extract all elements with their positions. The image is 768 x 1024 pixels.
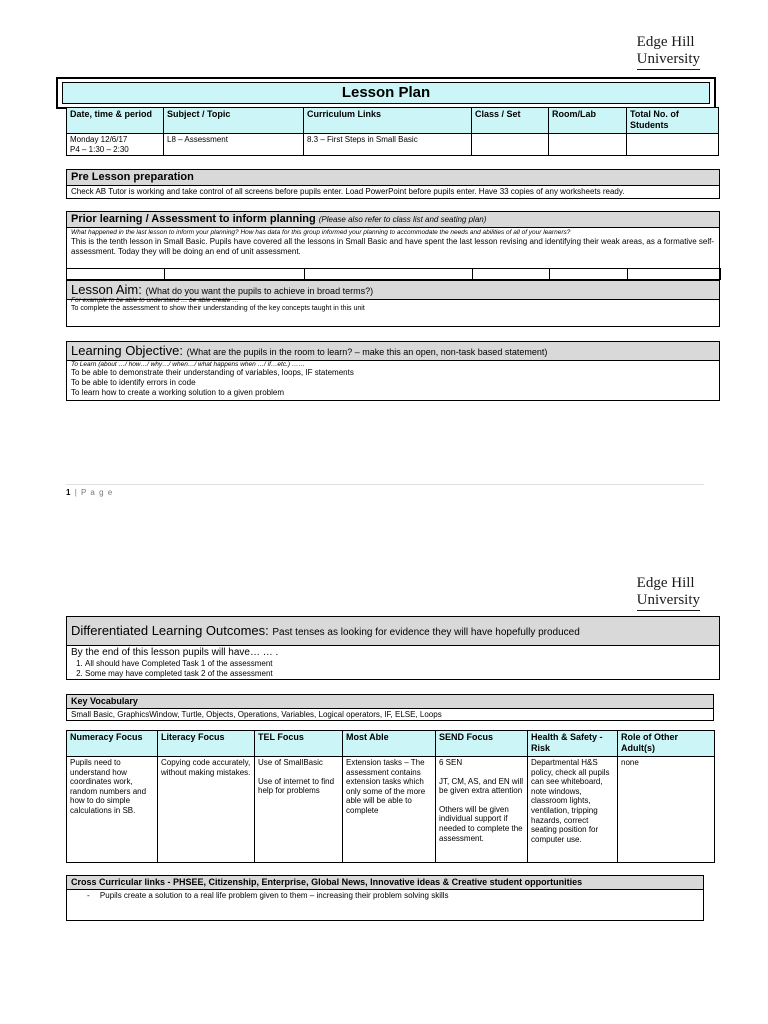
cell-send: [436, 757, 528, 863]
cell-numeracy: Pupils need to understand how coordinates work, random numbers and how to do simple calculations in SB.: [67, 757, 158, 863]
cell-room: [549, 134, 627, 156]
header-total: Total No. of Students: [627, 108, 719, 134]
tel-line-2: Use of internet to find help for problems: [258, 776, 335, 796]
send-line-2: JT, CM, AS, and EN will be given extra attention: [439, 776, 524, 796]
cell-total: [627, 134, 719, 156]
page-title: Lesson Plan: [62, 82, 710, 104]
learning-objective-bar: [67, 342, 719, 361]
outcome-item-1: 1. All should have Completed Task 1 of the assessment: [85, 659, 715, 669]
university-logo: [637, 34, 700, 70]
cross-curricular-body: [67, 890, 703, 902]
header-tel: TEL Focus: [255, 731, 343, 757]
vocab-section: [66, 694, 714, 721]
lesson-aim-section: [66, 296, 720, 327]
cell-most-able: Extension tasks – The assessment contains extension tasks which only some of the more able will be able to complete: [343, 757, 436, 863]
logo-line-2: University: [637, 51, 700, 70]
lesson-plan-title-box: [56, 77, 716, 109]
prior-learning-note: (Please also refer to class list and seating plan): [318, 215, 487, 224]
prior-learning-prompt: What happened in the last lesson to inform your planning? How has data for this group informed your planning to accommodate the needs and abilities of all of your learners?: [71, 229, 571, 237]
cell-literacy: Copying code accurately, without making mistakes.: [158, 757, 255, 863]
header-numeracy: Numeracy Focus: [67, 731, 158, 757]
cell-tel: [255, 757, 343, 863]
cross-curricular-heading: Cross Curricular links - PHSEE, Citizenship, Enterprise, Global News, Innovative ideas & Creative student opportunities: [67, 876, 703, 890]
prior-learning-text: This is the tenth lesson in Small Basic. Pupils have covered all the lessons in Small Basic and have spent the last lesson revising and identifying their weak areas, as a formative self- assessment. Today they will be doing an end of unit assessment.: [71, 236, 714, 256]
cell-health-safety: Departmental H&S policy, check all pupils can see whiteboard, note windows, classroom lights, ventilation, tripping hazards, correct seating position for computer use.: [528, 757, 618, 863]
time-text: P4 – 1:30 – 2:30: [70, 144, 129, 154]
objective-line-1: To be able to demonstrate their understanding of variables, loops, IF statements: [71, 368, 354, 378]
cell-class: [472, 134, 549, 156]
lesson-aim-prompt: For example to be able to understand … be able create …: [71, 297, 239, 304]
prior-learning-empty-row: [66, 268, 721, 280]
header-most-able: Most Able: [343, 731, 436, 757]
outcomes-intro: By the end of this lesson pupils will have… … .: [71, 647, 279, 658]
university-logo-2: [637, 575, 700, 611]
date-text: Monday 12/6/17: [70, 135, 128, 144]
header-date: Date, time & period: [67, 108, 164, 134]
header-subject: Subject / Topic: [164, 108, 304, 134]
header-other-adults: Role of Other Adult(s): [618, 731, 715, 757]
outcomes-list: [71, 659, 715, 678]
outcomes-note: Past tenses as looking for evidence they will have hopefully produced: [272, 627, 580, 638]
learning-objective-prompt: To Learn (about …/ how…/ why…/ when…/ what happens when …/ if…etc.) ……: [71, 360, 305, 368]
cross-curricular-bullet: -: [87, 890, 90, 900]
send-line-1: 6 SEN: [439, 758, 463, 767]
prior-learning-body: [67, 228, 719, 257]
pre-lesson-text: Check AB Tutor is working and take control of all screens before pupils enter. Load PowerPoint before pupils enter. Have 33 copies of any worksheets ready.: [71, 187, 625, 197]
cross-curricular-section: [66, 875, 704, 921]
cell-date: [67, 134, 164, 156]
learning-objective-section: [66, 341, 720, 401]
focus-table: [66, 730, 715, 863]
lesson-aim-body: [67, 296, 719, 314]
page-number: 1: [66, 488, 72, 497]
lesson-aim-text: To complete the assessment to show their understanding of the key concepts taught in this unit: [71, 304, 365, 312]
cell-other-adults: none: [618, 757, 715, 863]
learning-objective-heading: Learning Objective:: [71, 343, 184, 358]
outcomes-section: [66, 616, 720, 680]
header-send: SEND Focus: [436, 731, 528, 757]
learning-objective-body: [67, 361, 719, 399]
prior-learning-section: [66, 211, 720, 299]
send-line-3: Others will be given individual support if needed to complete the assessment.: [439, 804, 523, 843]
logo-line-1: Edge Hill: [636, 34, 695, 50]
cross-curricular-text: Pupils create a solution to a real life problem given to them – increasing their problem solving skills: [99, 890, 449, 900]
header-class: Class / Set: [472, 108, 549, 134]
outcome-item-2: 2. Some may have completed task 2 of the assessment: [85, 669, 715, 679]
lesson-aim-note: (What do you want the pupils to achieve in broad terms?): [145, 286, 374, 296]
learning-objective-note: (What are the pupils in the room to learn? – make this an open, non-task based statement): [186, 347, 548, 357]
header-room: Room/Lab: [549, 108, 627, 134]
vocab-text: Small Basic, GraphicsWindow, Turtle, Objects, Operations, Variables, Logical operators, IF, ELSE, Loops: [71, 709, 442, 719]
objective-line-3: To learn how to create a working solution to a given problem: [71, 387, 285, 397]
prior-learning-heading: Prior learning / Assessment to inform planning: [71, 213, 316, 225]
objective-line-2: To be able to identify errors in code: [71, 377, 196, 387]
cell-subject: L8 – Assessment: [164, 134, 304, 156]
outcomes-heading: Differentiated Learning Outcomes:: [71, 623, 269, 638]
lesson-aim-heading: Lesson Aim:: [71, 282, 142, 297]
vocab-heading: Key Vocabulary: [67, 695, 713, 709]
cell-curriculum: 8.3 – First Steps in Small Basic: [304, 134, 472, 156]
header-curriculum: Curriculum Links: [304, 108, 472, 134]
header-literacy: Literacy Focus: [158, 731, 255, 757]
header-health-safety: Health & Safety - Risk: [528, 731, 618, 757]
pre-lesson-section: [66, 169, 720, 199]
logo2-line-1: Edge Hill: [636, 575, 695, 591]
lesson-info-table: [66, 107, 719, 156]
page-footer: [66, 484, 704, 498]
outcomes-bar: [67, 617, 719, 646]
logo2-line-2: University: [637, 592, 700, 611]
prior-learning-bar: [67, 212, 719, 228]
outcomes-body: [67, 646, 719, 679]
pre-lesson-heading: Pre Lesson preparation: [67, 170, 719, 186]
tel-line-1: Use of SmallBasic: [258, 758, 323, 767]
page-label: | P a g e: [74, 488, 114, 497]
